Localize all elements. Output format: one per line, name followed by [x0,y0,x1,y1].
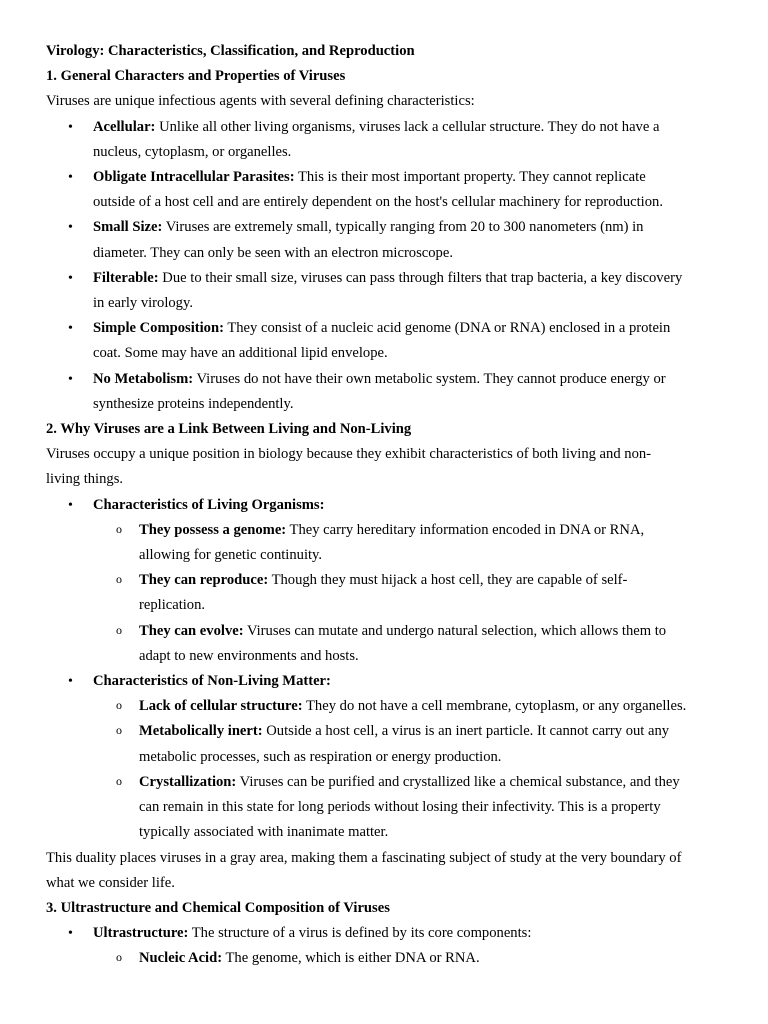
section-3-list [46,921,732,946]
list-item [46,493,732,518]
list-item-term: Ultrastructure: [93,925,189,942]
sublist-item [46,770,732,846]
list-item-text: nucleus, cytoplasm, or organelles. [93,143,292,160]
list-item-text: Viruses can be purified and crystallized like a chemical substance, and they [236,773,680,790]
list-item-text: synthesize proteins independently. [93,395,294,412]
document-page [46,39,732,972]
list-item-term: Nucleic Acid: [139,950,223,967]
list-item-text: metabolic processes, such as respiration or energy production. [139,748,502,765]
list-item-term: Obligate Intracellular Parasites: [93,169,295,186]
list-item-text: They do not have a cell membrane, cytoplasm, or any organelles. [302,698,687,715]
list-item [46,165,732,215]
list-item-text: typically associated with inanimate matter. [139,824,389,841]
list-item-text: Outside a host cell, a virus is an inert particle. It cannot carry out any [262,723,670,740]
list-item-text: Viruses do not have their own metabolic system. They cannot produce energy or [193,370,666,387]
section-2-outro: what we consider life. [46,874,175,891]
document-title: Virology: Characteristics, Classification, and Reproduction [46,43,415,59]
section-2-outro: This duality places viruses in a gray area, making them a fascinating subject of study at the very boundary of [46,849,682,866]
list-item [46,115,732,165]
sublist-item [46,518,732,568]
list-item-term: They can evolve: [139,622,244,639]
list-item-text: Due to their small size, viruses can pass through filters that trap bacteria, a key discovery [158,269,683,286]
list-item [46,266,732,316]
list-item-text: outside of a host cell and are entirely dependent on the host's cellular machinery for reproduction. [93,194,663,211]
living-sublist [46,518,732,669]
section-2-intro: living things. [46,471,124,488]
list-item-term: Crystallization: [139,773,237,790]
list-item-term: Lack of cellular structure: [139,698,303,715]
list-item-text: They carry hereditary information encoded in DNA or RNA, [286,521,645,538]
ultrastructure-sublist [46,946,732,971]
list-item-text: Viruses can mutate and undergo natural selection, which allows them to [243,622,667,639]
nonliving-sublist [46,694,732,845]
list-item [46,367,732,417]
list-item-term: They possess a genome: [139,521,287,538]
list-item-term: Metabolically inert: [139,723,263,740]
sublist-item [46,719,732,769]
list-item-text: The structure of a virus is defined by its core components: [188,925,532,942]
section-3-heading: 3. Ultrastructure and Chemical Composition of Viruses [46,899,390,916]
list-item [46,316,732,366]
sublist-item [46,619,732,669]
list-item-text: Viruses are extremely small, typically ranging from 20 to 300 nanometers (nm) in [162,219,644,236]
list-item-text: adapt to new environments and hosts. [139,647,359,664]
list-item-term: Filterable: [93,269,159,286]
list-item-text: Unlike all other living organisms, viruses lack a cellular structure. They do not have a [155,118,660,135]
section-2-list [46,493,732,518]
sublist-item [46,694,732,719]
list-item-term: Small Size: [93,219,163,236]
list-item [46,921,732,946]
list-item-text: Though they must hijack a host cell, they are capable of self- [268,572,628,589]
section-1-intro: Viruses are unique infectious agents with several defining characteristics: [46,93,475,110]
list-item-term: Acellular: [93,118,156,135]
section-1-heading: 1. General Characters and Properties of Viruses [46,68,346,85]
nonliving-characteristics-label: Characteristics of Non-Living Matter: [93,673,331,690]
list-item-text: can remain in this state for long periods without losing their infectivity. This is a property [139,799,661,816]
section-2-intro: Viruses occupy a unique position in biology because they exhibit characteristics of both living and non- [46,446,652,463]
list-item-text: replication. [139,597,206,614]
list-item-text: in early virology. [93,295,193,312]
list-item-text: allowing for genetic continuity. [139,547,323,564]
list-item-text: They consist of a nucleic acid genome (DNA or RNA) enclosed in a protein [223,320,671,337]
list-item [46,215,732,265]
list-item [46,669,732,694]
section-1-list [46,115,732,417]
list-item-term: No Metabolism: [93,370,194,387]
sublist-item [46,568,732,618]
living-characteristics-label: Characteristics of Living Organisms: [93,496,325,513]
list-item-text: This is their most important property. They cannot replicate [294,169,646,186]
list-item-text: coat. Some may have an additional lipid envelope. [93,345,388,362]
section-2-list [46,669,732,694]
list-item-term: They can reproduce: [139,572,269,589]
list-item-text: diameter. They can only be seen with an electron microscope. [93,244,453,261]
list-item-text: The genome, which is either DNA or RNA. [222,950,480,967]
section-2-heading: 2. Why Viruses are a Link Between Living and Non-Living [46,421,412,438]
sublist-item [46,946,732,971]
list-item-term: Simple Composition: [93,320,224,337]
